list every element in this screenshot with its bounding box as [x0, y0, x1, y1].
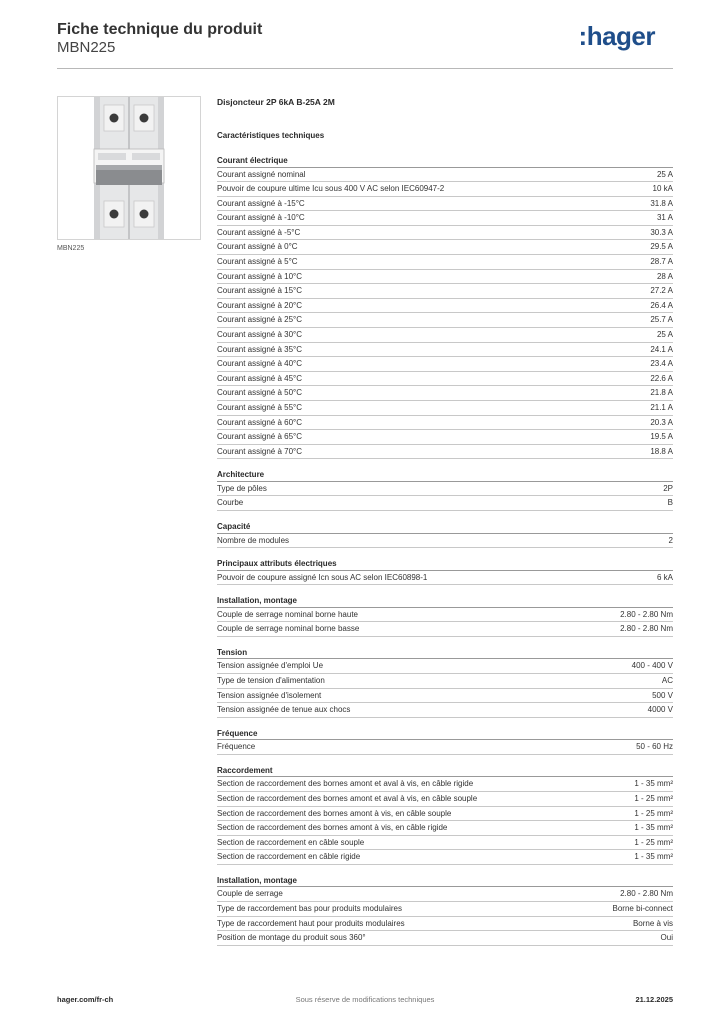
- spec-row: [217, 792, 673, 807]
- spec-row: [217, 777, 673, 792]
- spec-label: Courbe: [217, 498, 244, 508]
- spec-value: 4000 V: [647, 705, 673, 715]
- circuit-breaker-illustration: [58, 97, 200, 239]
- spec-sections: [217, 154, 673, 946]
- spec-row: [217, 401, 673, 416]
- spec-row: [217, 430, 673, 445]
- spec-value: Oui: [660, 933, 673, 943]
- spec-row: [217, 571, 673, 586]
- spec-row: [217, 240, 673, 255]
- spec-value: 20.3 A: [650, 417, 673, 427]
- spec-value: 29.5 A: [650, 242, 673, 252]
- spec-label: Courant assigné à -10°C: [217, 213, 305, 223]
- spec-label: Pouvoir de coupure ultime Icu sous 400 V AC selon IEC60947-2: [217, 184, 445, 194]
- spec-value: 28 A: [656, 271, 673, 281]
- spec-row: [217, 299, 673, 314]
- spec-label: Courant assigné à 10°C: [217, 271, 303, 281]
- spec-label: Courant assigné à 60°C: [217, 417, 303, 427]
- spec-row: [217, 255, 673, 270]
- spec-row: [217, 931, 673, 946]
- spec-label: Tension assignée d'emploi Ue: [217, 661, 324, 671]
- spec-row: [217, 608, 673, 623]
- spec-label: Type de pôles: [217, 483, 267, 493]
- spec-label: Courant assigné à 15°C: [217, 286, 303, 296]
- spec-value: 31.8 A: [650, 198, 673, 208]
- product-name: Disjoncteur 2P 6kA B-25A 2M: [217, 97, 335, 107]
- spec-label: Type de tension d'alimentation: [217, 676, 325, 686]
- spec-value: 25 A: [656, 169, 673, 179]
- spec-row: [217, 328, 673, 343]
- spec-row: [217, 622, 673, 637]
- spec-value: 6 kA: [656, 572, 673, 582]
- spec-value: 1 - 25 mm²: [634, 837, 673, 847]
- product-image: [57, 96, 201, 240]
- spec-row: [217, 821, 673, 836]
- spec-value: 500 V: [652, 690, 673, 700]
- spec-row: [217, 343, 673, 358]
- spec-label: Type de raccordement bas pour produits modulaires: [217, 904, 402, 914]
- spec-label: Section de raccordement des bornes amont et aval à vis, en câble souple: [217, 794, 478, 803]
- spec-value: 30.3 A: [650, 227, 673, 237]
- spec-value: 1 - 35 mm²: [634, 852, 673, 862]
- spec-label: Courant assigné à 50°C: [217, 388, 303, 398]
- spec-value: B: [667, 498, 673, 508]
- spec-value: 28.7 A: [650, 257, 673, 267]
- spec-label: Courant assigné à 30°C: [217, 330, 303, 340]
- spec-label: Couple de serrage: [217, 889, 283, 899]
- spec-value: 2.80 - 2.80 Nm: [620, 609, 673, 619]
- spec-row: [217, 887, 673, 902]
- footer-disclaimer: Sous réserve de modifications techniques: [295, 995, 435, 1004]
- spec-section: [217, 594, 673, 637]
- section-title: Tension: [217, 646, 673, 660]
- spec-section: [217, 874, 673, 946]
- spec-section: [217, 154, 673, 459]
- spec-row: [217, 284, 673, 299]
- spec-value: Borne à vis: [632, 918, 673, 928]
- spec-row: [217, 703, 673, 718]
- spec-label: Courant assigné à 45°C: [217, 373, 303, 383]
- spec-value: 1 - 25 mm²: [634, 794, 673, 803]
- spec-row: [217, 917, 673, 932]
- spec-label: Section de raccordement en câble souple: [217, 837, 365, 847]
- section-title: Principaux attributs électriques: [217, 557, 673, 571]
- spec-row: [217, 182, 673, 197]
- spec-value: 2.80 - 2.80 Nm: [620, 889, 673, 899]
- spec-value: 21.8 A: [650, 388, 673, 398]
- spec-row: [217, 226, 673, 241]
- spec-value: 18.8 A: [650, 446, 673, 456]
- spec-section: [217, 468, 673, 511]
- spec-label: Section de raccordement des bornes amont à vis, en câble souple: [217, 808, 452, 818]
- spec-row: [217, 168, 673, 183]
- spec-label: Section de raccordement des bornes amont et aval à vis, en câble rigide: [217, 779, 474, 789]
- product-reference: MBN225: [57, 39, 116, 56]
- spec-value: 2P: [663, 483, 673, 493]
- spec-row: [217, 659, 673, 674]
- spec-row: [217, 386, 673, 401]
- spec-label: Tension assignée de tenue aux chocs: [217, 705, 351, 715]
- spec-label: Courant assigné à -5°C: [217, 227, 301, 237]
- spec-label: Courant assigné à 40°C: [217, 359, 303, 369]
- spec-row: [217, 372, 673, 387]
- image-caption: MBN225: [57, 245, 85, 252]
- spec-row: [217, 416, 673, 431]
- spec-label: Position de montage du produit sous 360°: [217, 933, 366, 943]
- spec-row: [217, 902, 673, 917]
- spec-label: Courant assigné à 70°C: [217, 446, 303, 456]
- spec-value: AC: [661, 676, 673, 686]
- spec-label: Courant assigné à 0°C: [217, 242, 298, 252]
- spec-value: 25.7 A: [650, 315, 673, 325]
- page-footer: [57, 995, 673, 1009]
- spec-section: [217, 764, 673, 865]
- spec-row: [217, 534, 673, 549]
- spec-value: 23.4 A: [650, 359, 673, 369]
- section-title: Capacité: [217, 520, 673, 534]
- spec-label: Courant assigné à 55°C: [217, 403, 303, 412]
- section-title: Courant électrique: [217, 154, 673, 168]
- spec-row: [217, 211, 673, 226]
- spec-label: Courant assigné nominal: [217, 169, 306, 179]
- spec-row: [217, 807, 673, 822]
- spec-value: 1 - 35 mm²: [634, 823, 673, 833]
- spec-row: [217, 313, 673, 328]
- spec-row: [217, 482, 673, 497]
- spec-section: [217, 520, 673, 548]
- spec-label: Courant assigné à 35°C: [217, 344, 303, 354]
- spec-section: [217, 646, 673, 718]
- section-title: Architecture: [217, 468, 673, 482]
- spec-value: 10 kA: [652, 184, 673, 194]
- spec-section: [217, 557, 673, 585]
- spec-value: 2.80 - 2.80 Nm: [620, 624, 673, 634]
- spec-value: 31 A: [656, 213, 673, 223]
- spec-label: Courant assigné à 20°C: [217, 300, 303, 310]
- spec-row: [217, 674, 673, 689]
- spec-label: Courant assigné à -15°C: [217, 198, 305, 208]
- spec-value: 400 - 400 V: [631, 661, 673, 671]
- spec-label: Nombre de modules: [217, 535, 290, 545]
- spec-row: [217, 740, 673, 755]
- spec-row: [217, 496, 673, 511]
- spec-value: 19.5 A: [650, 432, 673, 442]
- spec-label: Type de raccordement haut pour produits modulaires: [217, 918, 405, 928]
- spec-label: Section de raccordement des bornes amont à vis, en câble rigide: [217, 823, 448, 833]
- spec-value: 25 A: [656, 330, 673, 340]
- spec-value: 26.4 A: [650, 300, 673, 310]
- spec-label: Courant assigné à 65°C: [217, 432, 303, 442]
- spec-row: [217, 357, 673, 372]
- section-title: Raccordement: [217, 764, 673, 778]
- specifications-content: [217, 96, 673, 955]
- spec-label: Courant assigné à 25°C: [217, 315, 303, 325]
- section-title: Installation, montage: [217, 874, 673, 888]
- page-title: Fiche technique du produit: [57, 21, 263, 38]
- spec-value: 21.1 A: [650, 403, 673, 412]
- spec-value: 2: [668, 535, 673, 545]
- spec-label: Fréquence: [217, 742, 256, 752]
- spec-value: 24.1 A: [650, 344, 673, 354]
- spec-row: [217, 270, 673, 285]
- spec-value: 1 - 35 mm²: [634, 779, 673, 789]
- spec-value: 27.2 A: [650, 286, 673, 296]
- spec-row: [217, 689, 673, 704]
- spec-section: [217, 727, 673, 755]
- spec-row: [217, 445, 673, 460]
- spec-label: Pouvoir de coupure assigné Icn sous AC selon IEC60898-1: [217, 572, 428, 582]
- spec-label: Couple de serrage nominal borne haute: [217, 609, 358, 619]
- spec-value: 1 - 25 mm²: [634, 808, 673, 818]
- spec-label: Courant assigné à 5°C: [217, 257, 298, 267]
- section-title: Installation, montage: [217, 594, 673, 608]
- hager-logo: :hager: [578, 21, 655, 51]
- spec-label: Section de raccordement en câble rigide: [217, 852, 361, 862]
- spec-row: [217, 836, 673, 851]
- spec-value: 22.6 A: [650, 373, 673, 383]
- spec-row: [217, 850, 673, 865]
- section-title: Fréquence: [217, 727, 673, 741]
- spec-label: Couple de serrage nominal borne basse: [217, 624, 360, 634]
- characteristics-title: Caractéristiques techniques: [217, 131, 325, 140]
- spec-label: Tension assignée d'isolement: [217, 690, 322, 700]
- spec-value: Borne bi-connect: [612, 904, 673, 914]
- footer-date: 21.12.2025: [635, 995, 673, 1004]
- spec-row: [217, 197, 673, 212]
- footer-website: hager.com/fr-ch: [57, 995, 114, 1004]
- spec-value: 50 - 60 Hz: [636, 742, 673, 752]
- page-header: [57, 21, 673, 69]
